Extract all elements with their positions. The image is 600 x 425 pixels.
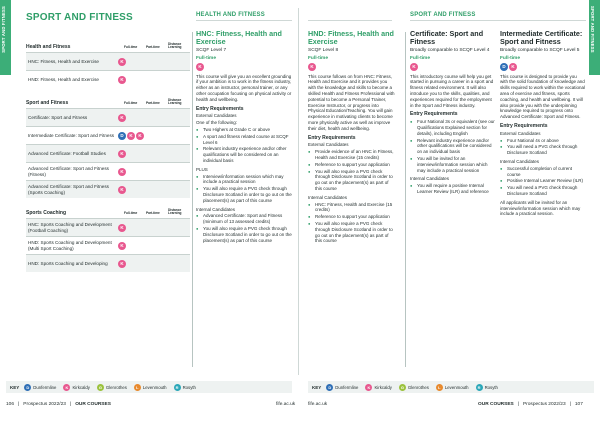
hnc-course: [196, 30, 292, 246]
table-row[interactable]: [26, 144, 190, 162]
page-number: 107: [574, 402, 583, 407]
list-item: ● Four National 3s or equivalent (see our Qualifications Explained section for details), including English: [410, 119, 496, 136]
list-item: ● Interview/information session which may include a practical session: [196, 174, 292, 186]
key-item-kirkcaldy: [365, 384, 391, 391]
intermediate-course: [500, 30, 586, 221]
hnc-mode: Full-time: [196, 55, 216, 61]
column-divider-1: [192, 32, 193, 367]
glenrothes-badge: G: [98, 384, 102, 390]
rosyth-badge: R: [476, 384, 483, 391]
dunfermline-badge: D: [326, 384, 333, 391]
hnc-title: HNC: Fitness, Health and Exercise: [196, 29, 282, 46]
list-item: ● A sport and fitness related course at SCQF Level 6: [196, 134, 292, 146]
campus-badges: [116, 260, 126, 268]
list-item: ● HNC: Fitness, Health and Exercise (15 credits): [308, 202, 396, 214]
course-name: HND: Fitness, Health and Exercise: [28, 76, 99, 82]
list-item: ● You will also require a PVG check through Disclosure Scotland in order to go out on the placement(s) as part of this course: [196, 226, 292, 243]
hnd-intro: This course follows on from HNC: Fitness, Health and Exercise and it provides you with the knowledge and skills to become a skilled Health and Fitness Professional with potential to become a Personal Trainer, Exercise Instructor, or progress into Physical Education/Teaching. You will gain experience in motivating clients to become more physically active as well as improve their diet, health and wellbeing.: [308, 73, 395, 131]
list-item: ● You will also require a PVG check through Disclosure Scotland in order to go out on the placement(s) as part of this course: [308, 169, 396, 192]
hnc-internal-title: Internal Candidates: [196, 206, 236, 212]
key-item-kirkcaldy: [63, 384, 89, 391]
course-name: HND: Sports Coaching and Developing: [28, 260, 108, 266]
key-item-name: Glenrothes: [105, 384, 127, 390]
hnc-entry-title: Entry Requirements: [196, 105, 244, 112]
campus-badges: [116, 76, 126, 84]
kirkcaldy-badge: K: [63, 384, 70, 391]
hnd-external-list: [308, 149, 396, 192]
hnc-external-title: External Candidates: [196, 113, 237, 119]
table-section-title: Sport and Fitness: [26, 100, 69, 106]
key-item-name: Levenmouth: [142, 384, 167, 390]
key-label: KEY: [312, 384, 322, 390]
table-row[interactable]: [26, 70, 190, 88]
list-item: ● You will need a PVG check through Disclosure Scotland: [500, 144, 586, 156]
course-name: Certificate: Sport and Fitness: [28, 114, 88, 120]
footer-separator: |: [18, 402, 20, 407]
key-item-name: Levenmouth: [444, 384, 469, 390]
page-number: 106: [6, 402, 15, 407]
list-item: ● Two Highers at Grade C or above: [196, 127, 292, 133]
levenmouth-badge: L: [134, 384, 141, 391]
table-row[interactable]: [26, 180, 190, 198]
course-name: Advanced Certificate: Football Studies: [28, 150, 106, 156]
list-item: ● Positive Internal Learner Review (ILR): [500, 178, 586, 184]
cert-entry-title: Entry Requirements: [410, 111, 458, 118]
list-item: ● Reference to support your application: [308, 214, 396, 220]
inter-external-list: [500, 138, 586, 156]
list-item: ● Provide evidence of an HNC in Fitness, Health and Exercise (15 credits): [308, 149, 396, 161]
footer-separator: |: [517, 402, 519, 407]
dunfermline-badge: D: [118, 132, 126, 140]
list-item: ● Reference to support your application: [308, 162, 396, 168]
table-row[interactable]: [26, 108, 190, 126]
hnd-entry-title: Entry Requirements: [308, 134, 356, 141]
table-column-header: Distance Learning: [168, 41, 182, 50]
hnc-plus-list: [196, 174, 292, 204]
kirkcaldy-badge: K: [118, 242, 126, 250]
inter-closing: All applicants will be invited for an interview/information session which may include a practical session.: [500, 199, 581, 217]
hnd-internal-title: Internal Candidates: [308, 194, 348, 200]
campus-key-left: [6, 381, 292, 393]
course-name: HNC: Sports Coaching and Development (Football Coaching): [28, 221, 112, 233]
table-row[interactable]: [26, 218, 190, 236]
footer-left-site: [276, 402, 295, 407]
hnc-one-of: One of the following:: [196, 120, 238, 126]
side-tab-right: [589, 0, 600, 75]
table-row[interactable]: [26, 52, 190, 70]
cert-mode: Full-time: [410, 55, 430, 61]
footer-prospectus: Prospectus 2022/23: [522, 402, 566, 407]
health-fitness-header: HEALTH AND FITNESS: [196, 12, 265, 18]
footer-site-link[interactable]: fife.ac.uk: [308, 402, 328, 407]
footer-site-link[interactable]: fife.ac.uk: [276, 402, 296, 407]
key-item-name: Rosyth: [182, 384, 196, 390]
cert-level: Broadly comparable to SCQF Level 4: [410, 48, 490, 53]
list-item: ● You will be invited for an interview/information session which may include a practical session: [410, 156, 496, 173]
inter-mode: Full-time: [500, 55, 520, 61]
key-item-levenmouth: [436, 384, 469, 391]
footer-prospectus: Prospectus 2022/23: [23, 402, 66, 407]
course-name: Intermediate Certificate: Sport and Fitness: [28, 132, 115, 138]
table-column-header: Distance Learning: [168, 97, 182, 106]
header-rule-mid: [308, 20, 392, 21]
side-tab-right-label: SPORT AND FITNESS: [590, 6, 595, 53]
table-row[interactable]: [26, 236, 190, 254]
kirkcaldy-badge: K: [509, 63, 517, 71]
key-item-glenrothes: [399, 384, 429, 391]
course-name: Advanced Certificate: Sport and Fitness (Fitness): [28, 165, 109, 177]
campus-badges: [116, 224, 126, 232]
table-section-title: Health and Fitness: [26, 44, 71, 50]
hnd-course: [308, 30, 396, 247]
glenrothes-badge: G: [400, 384, 404, 390]
list-item: ● Successful completion of current course: [500, 166, 586, 178]
key-item-levenmouth: [134, 384, 167, 391]
list-item: ● You will also require a PVG check through Disclosure Scotland in order to go out on the placement(s) as part of this course: [308, 221, 396, 244]
table-column-header: Distance Learning: [168, 207, 182, 216]
kirkcaldy-badge: K: [127, 132, 135, 140]
table-column-header: Full-time: [124, 211, 138, 216]
table-column-header: Part-time: [146, 45, 160, 50]
list-item: ● Relevant industry experience and/or other qualifications will be considered on an individual basis: [196, 146, 292, 163]
hnc-plus: PLUS: [196, 166, 208, 172]
campus-badges: [116, 150, 126, 158]
kirkcaldy-badge: K: [118, 168, 126, 176]
cert-internal-list: [410, 183, 496, 195]
key-item-glenrothes: [97, 384, 127, 391]
footer-section: OUR COURSES: [75, 402, 111, 407]
table-row[interactable]: [26, 162, 190, 180]
list-item: ● You will also require a PVG check through Disclosure Scotland in order to go out on the placement(s) as part of this course: [196, 186, 292, 203]
footer-separator: |: [569, 402, 571, 407]
rosyth-badge: R: [174, 384, 181, 391]
hnc-level: SCQF Level 7: [196, 48, 227, 53]
list-item: ● You will require a positive Internal Learner Review (ILR) and reference: [410, 183, 496, 195]
key-item-name: Rosyth: [484, 384, 498, 390]
inter-internal-list: [500, 166, 586, 197]
kirkcaldy-badge: K: [118, 260, 126, 268]
footer-right: [478, 402, 583, 407]
campus-badges: [116, 168, 126, 176]
hnd-level: SCQF Level 8: [308, 48, 339, 53]
header-rule-left: [196, 20, 292, 21]
dunfermline-badge: D: [500, 63, 508, 71]
key-item-name: Dunfermline: [33, 384, 57, 390]
kirkcaldy-badge: K: [118, 58, 126, 66]
hnc-external-list: [196, 127, 292, 164]
levenmouth-badge: L: [436, 384, 443, 391]
kirkcaldy-badge: K: [118, 76, 126, 84]
column-divider-2: [405, 32, 406, 367]
kirkcaldy-badge: K: [196, 63, 204, 71]
kirkcaldy-badge: K: [118, 186, 126, 194]
table-row[interactable]: [26, 254, 190, 272]
footer-right-site: [308, 402, 327, 407]
key-item-rosyth: [174, 384, 196, 391]
key-item-name: Dunfermline: [335, 384, 359, 390]
key-item-name: Glenrothes: [407, 384, 429, 390]
table-section-header: [26, 40, 190, 50]
course-name: Advanced Certificate: Sport and Fitness (Sports Coaching): [28, 183, 109, 195]
cert-entry-list: [410, 119, 496, 173]
header-rule-right: [410, 20, 586, 21]
list-item: ● Four National 4s or above: [500, 138, 586, 144]
table-column-header: Part-time: [146, 101, 160, 106]
table-section-header: [26, 206, 190, 216]
kirkcaldy-badge: K: [308, 63, 316, 71]
side-tab-left: [0, 0, 11, 75]
kirkcaldy-badge: K: [118, 224, 126, 232]
campus-badges: [116, 132, 144, 140]
inter-external-title: External Candidates: [500, 130, 541, 136]
list-item: ● Relevant industry experience and/or other qualifications will be considered on an individual basis: [410, 138, 496, 155]
cert-title: Certificate: Sport and Fitness: [410, 29, 484, 46]
inter-intro: This course is designed to provide you with the solid foundation of knowledge and skills required to work within the vocational area of exercise and fitness, sports coaching, and health and wellbeing. It will also provide you with the underpinning knowledge required to progress onto Advanced Certificate: Sport and Fitness.: [500, 73, 586, 120]
key-item-dunfermline: [326, 384, 358, 391]
kirkcaldy-badge: K: [118, 150, 126, 158]
inter-level: Broadly comparable to SCQF Level 5: [500, 48, 580, 53]
table-column-header: Full-time: [124, 45, 138, 50]
hnc-internal-list: [196, 213, 292, 243]
sport-fitness-header: SPORT AND FITNESS: [410, 12, 476, 18]
inter-entry-title: Entry Requirements: [500, 122, 548, 129]
campus-key-right: [308, 381, 594, 393]
table-column-header: Full-time: [124, 101, 138, 106]
footer-separator: |: [69, 402, 72, 407]
list-item: ● Advanced Certificate: Sport and Fitness (minimum of 13 assessed credits): [196, 213, 292, 225]
hnd-external-title: External Candidates: [308, 142, 349, 148]
inter-internal-title: Internal Candidates: [500, 158, 540, 164]
hnc-intro: This course will give you an excellent grounding if your ambition is to work in the fitness industry, either as an instructor, personal trainer, or any other occupation focusing on physical activity or health and wellbeing.: [196, 73, 292, 102]
campus-badges: [116, 58, 126, 66]
course-name: HND: Sports Coaching and Development (Multi Sport Coaching): [28, 239, 112, 251]
campus-badges: [116, 242, 126, 250]
inter-title: Intermediate Certificate: Sport and Fitness: [500, 29, 583, 46]
certificate-course: [410, 30, 496, 198]
campus-badges: [116, 186, 126, 194]
kirkcaldy-badge: K: [410, 63, 418, 71]
key-item-name: Kirkcaldy: [72, 384, 90, 390]
kirkcaldy-badge: K: [136, 132, 144, 140]
hnd-title: HND: Fitness, Health and Exercise: [308, 29, 394, 46]
page-gutter: [298, 8, 299, 375]
hnd-internal-list: [308, 202, 396, 245]
cert-intro: This introductory course will help you get started in pursuing a career in a sport and fitness related environment. It will also introduce you to the skills, qualities, and experiences required for the employment in the Sport and Fitness industry.: [410, 73, 494, 108]
kirkcaldy-badge: K: [365, 384, 372, 391]
table-section-title: Sports Coaching: [26, 210, 67, 216]
left-page-title: SPORT AND FITNESS: [26, 12, 133, 23]
key-item-rosyth: [476, 384, 498, 391]
campus-badges: [116, 114, 126, 122]
side-tab-left-label: SPORT AND FITNESS: [1, 6, 6, 53]
table-row[interactable]: [26, 126, 190, 144]
hnd-mode: Full-time: [308, 55, 328, 61]
footer-section: OUR COURSES: [478, 402, 514, 407]
table-section-header: [26, 96, 190, 106]
dunfermline-badge: D: [24, 384, 31, 391]
key-item-name: Kirkcaldy: [374, 384, 392, 390]
cert-internal-title: Internal Candidates: [410, 176, 450, 182]
course-name: HNC: Fitness, Health and Exercise: [28, 58, 99, 64]
key-item-dunfermline: [24, 384, 56, 391]
table-column-header: Part-time: [146, 211, 160, 216]
footer-left: [6, 402, 111, 407]
list-item: ● You will need a PVG check through Disclosure Scotland: [500, 185, 586, 197]
key-label: KEY: [10, 384, 20, 390]
kirkcaldy-badge: K: [118, 114, 126, 122]
